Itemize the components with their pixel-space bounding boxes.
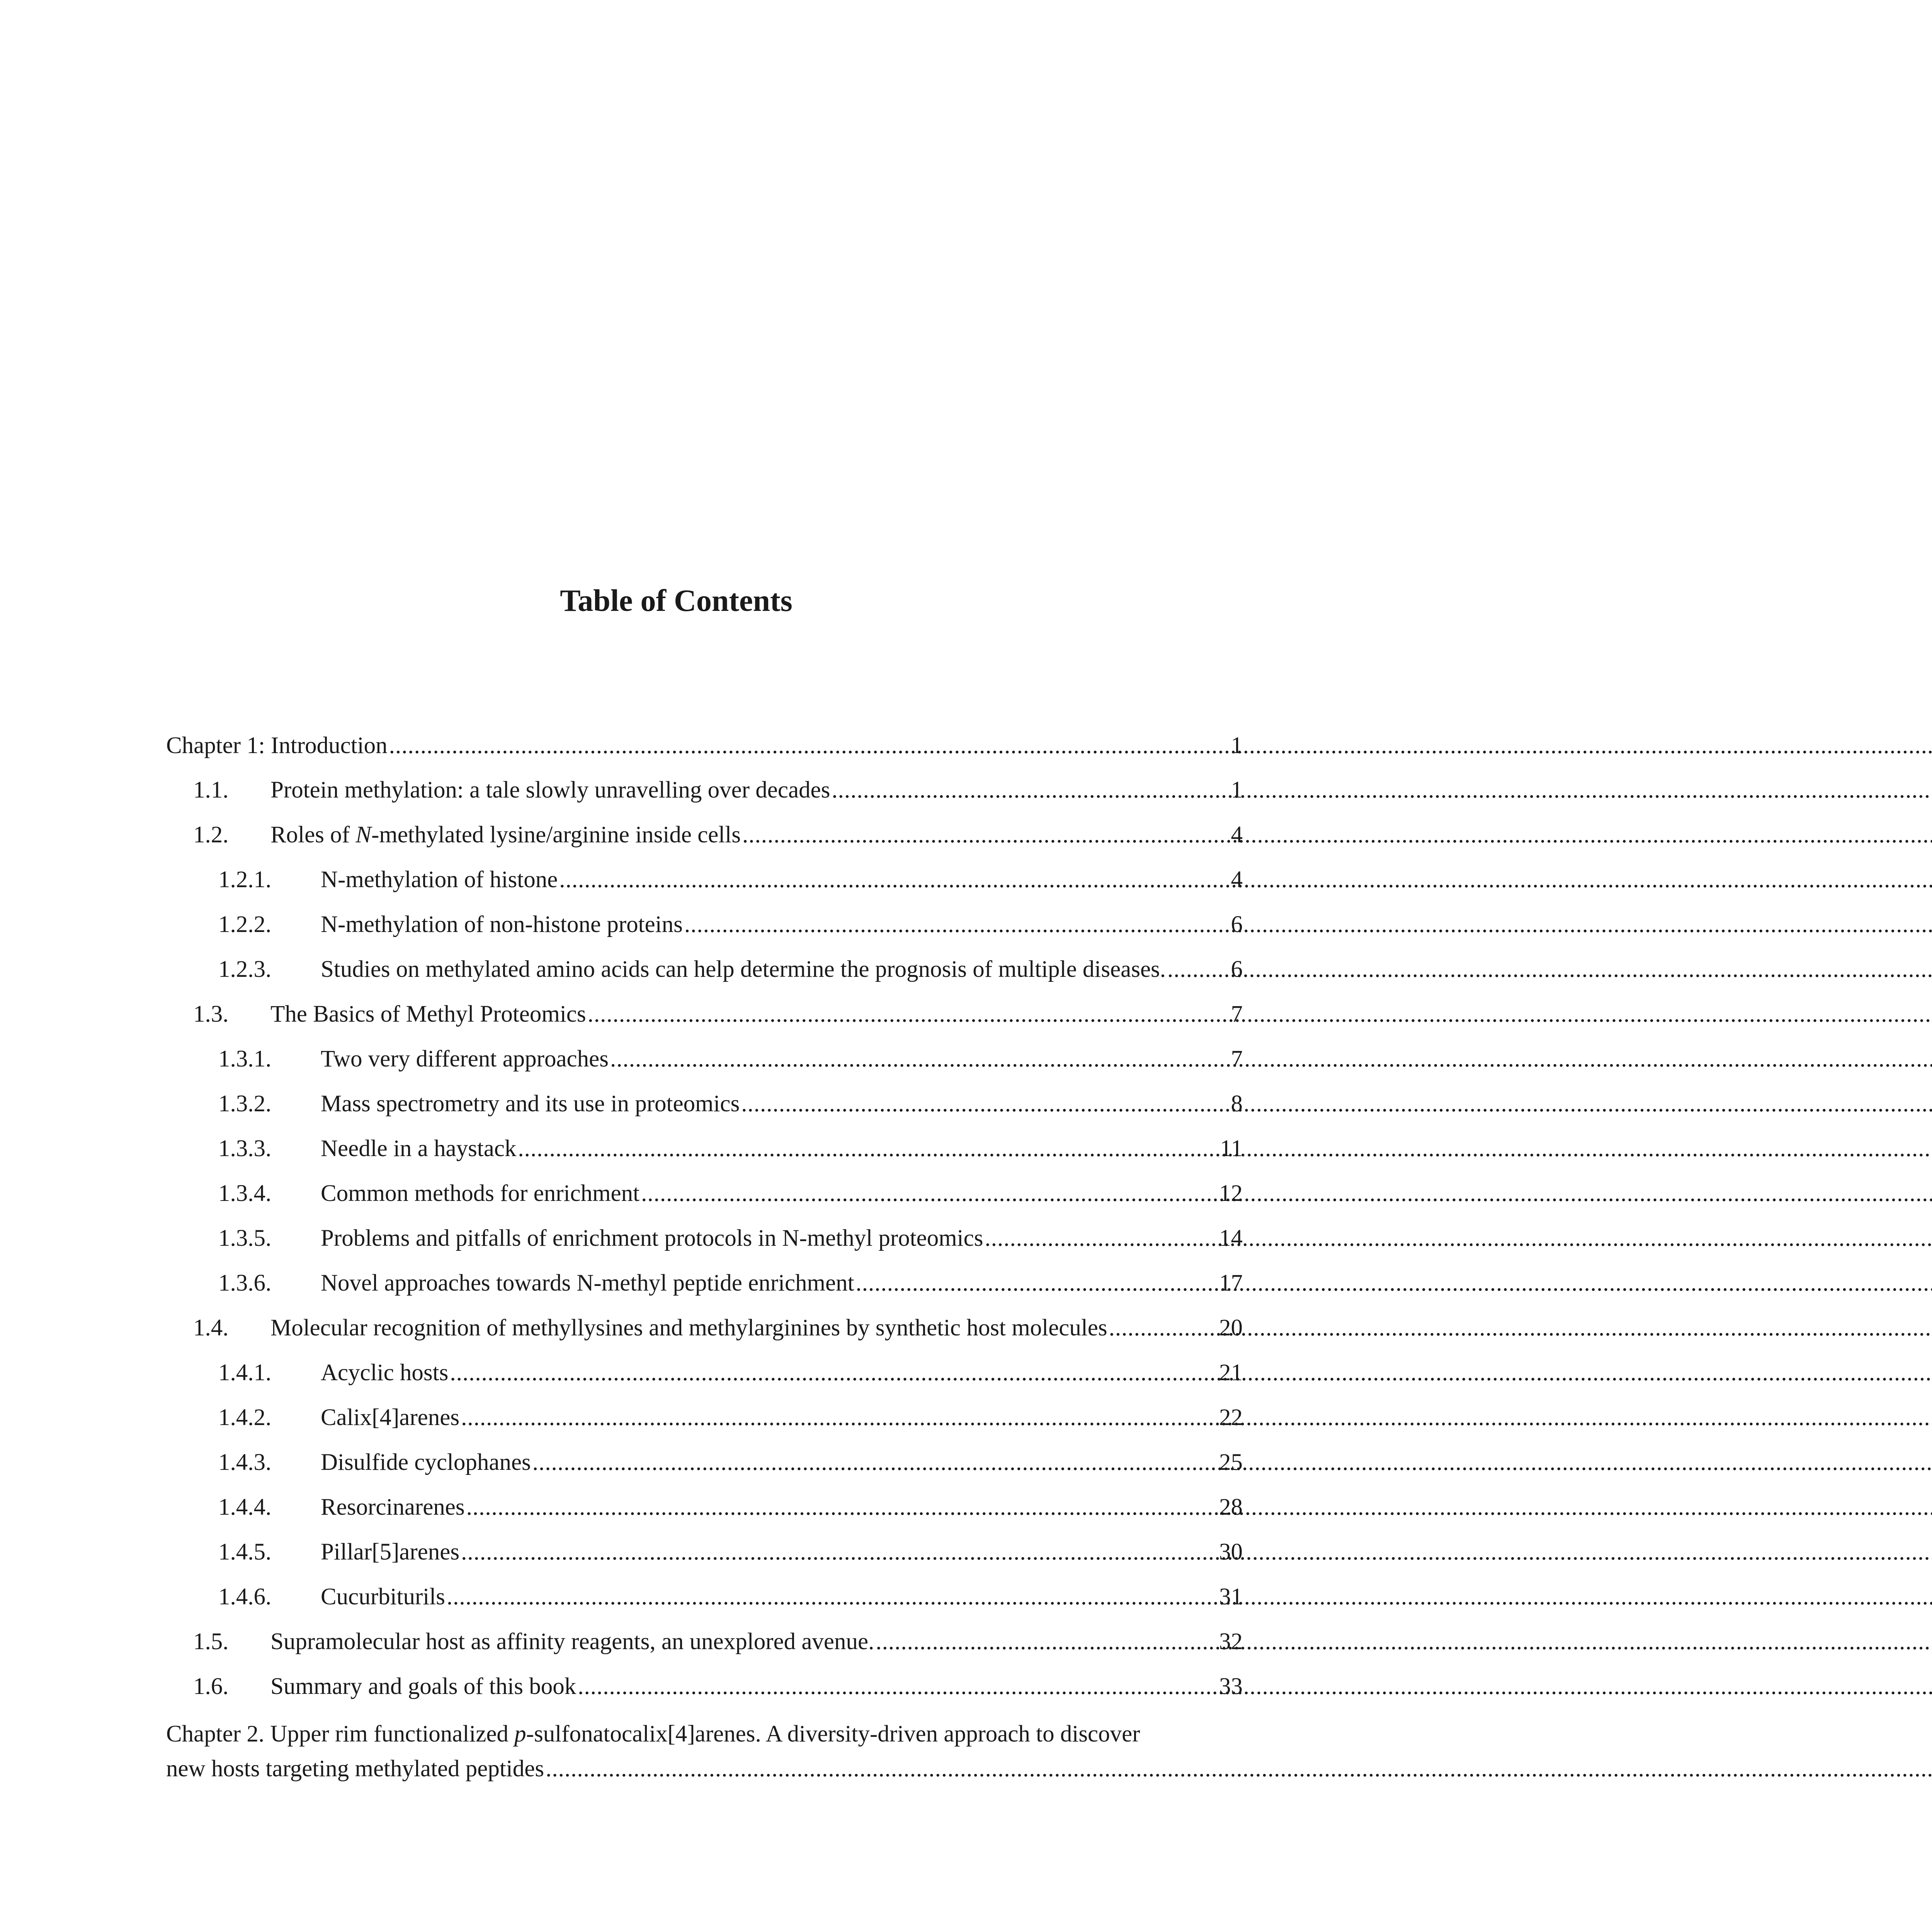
title-italic: N (355, 822, 371, 848)
toc-entry-title (270, 1671, 576, 1702)
toc-entry-title (321, 1223, 983, 1254)
toc-page-number: 14 (1219, 1225, 1243, 1251)
toc-entry-title (270, 775, 830, 806)
toc-entry[interactable] (166, 1492, 1243, 1537)
title-text: Common methods for enrichment (321, 1180, 640, 1206)
toc-page-number: 6 (1231, 956, 1243, 982)
toc-section-number: 1.3.2. (218, 1091, 272, 1117)
title-text: Molecular recognition of methyllysines and methylarginines by synthetic host molecules (270, 1315, 1107, 1341)
toc-entry[interactable] (166, 999, 1243, 1044)
toc-page-number: 4 (1231, 867, 1243, 893)
toc-entry-title (321, 1133, 516, 1164)
toc-entry-title (270, 820, 741, 850)
toc-entry-title (321, 954, 1166, 985)
toc-section-number: 1.3.4. (218, 1180, 272, 1206)
dot-leader (832, 775, 1229, 806)
toc-page-number: 8 (1231, 1091, 1243, 1117)
table-of-contents (166, 730, 1243, 1786)
toc-entry-list (166, 775, 1243, 1716)
toc-page-number: 12 (1219, 1180, 1243, 1206)
toc-section-number: 1.3.5. (218, 1225, 272, 1251)
title-text: Chapter 2. Upper rim functionalized (166, 1721, 515, 1747)
title-text: Pillar[5]arenes (321, 1539, 460, 1565)
dot-leader (588, 999, 1230, 1030)
dot-leader (546, 1752, 1932, 1786)
toc-page-number: 33 (1219, 1673, 1243, 1699)
toc-entry[interactable] (166, 820, 1243, 864)
title-text: Cucurbiturils (321, 1584, 445, 1610)
toc-entry[interactable] (166, 1357, 1243, 1402)
toc-chapter-2[interactable] (166, 1717, 1243, 1786)
toc-page-number: 25 (1219, 1449, 1243, 1475)
dot-leader (450, 1357, 1218, 1388)
title-text: N-methylation of non-histone proteins (321, 912, 683, 937)
title-text: Problems and pitfalls of enrichment protocols in N-methyl proteomics (321, 1225, 983, 1251)
toc-entry-title (321, 1088, 740, 1119)
title-text: Studies on methylated amino acids can help determine the prognosis of multiple diseases. (321, 956, 1166, 982)
dot-leader (641, 1178, 1218, 1209)
title-text: new hosts targeting methylated peptides (166, 1756, 544, 1782)
toc-section-number: 1.3.1. (218, 1046, 272, 1072)
title-text: -methylated lysine/arginine inside cells (371, 822, 741, 848)
toc-entry-title (321, 1447, 531, 1478)
dot-leader (578, 1671, 1218, 1702)
title-text: Roles of (270, 822, 356, 848)
title-text: Needle in a haystack (321, 1136, 517, 1162)
dot-leader (876, 1626, 1218, 1657)
toc-page-number: 7 (1231, 1046, 1243, 1072)
toc-section-number: 1.4.3. (218, 1449, 272, 1475)
toc-entry[interactable] (166, 1044, 1243, 1088)
dot-leader (741, 1088, 1229, 1119)
toc-entry-title (321, 1492, 465, 1523)
toc-section-number: 1.3. (193, 1001, 229, 1027)
toc-entry-title (321, 1268, 854, 1299)
dot-leader (1109, 1313, 1218, 1344)
toc-entry-title (321, 909, 683, 940)
title-text: N-methylation of histone (321, 867, 558, 893)
toc-entry[interactable] (166, 1582, 1243, 1626)
dot-leader (1167, 954, 1229, 985)
toc-section-number: 1.5. (193, 1629, 229, 1655)
title-text: Two very different approaches (321, 1046, 609, 1072)
toc-entry[interactable] (166, 1447, 1243, 1492)
dot-leader (610, 1044, 1230, 1075)
title-text: The Basics of Methyl Proteomics (270, 1001, 586, 1027)
toc-section-number: 1.4. (193, 1315, 229, 1341)
dot-leader (559, 864, 1229, 895)
toc-page-number: 30 (1219, 1539, 1243, 1565)
toc-section-number: 1.4.5. (218, 1539, 272, 1565)
toc-entry-title (270, 1313, 1107, 1344)
dot-leader (856, 1268, 1218, 1299)
title-text: Calix[4]arenes (321, 1405, 460, 1430)
title-text: Summary and goals of this book (270, 1673, 577, 1699)
dot-leader (447, 1582, 1218, 1612)
title-text: Disulfide cyclophanes (321, 1449, 531, 1475)
toc-entry[interactable] (166, 1671, 1243, 1716)
toc-entry[interactable] (166, 1088, 1243, 1133)
toc-entry[interactable] (166, 1133, 1243, 1178)
toc-entry-title: Chapter 1: Introduction (166, 733, 388, 759)
dot-leader (466, 1492, 1218, 1523)
dot-leader (389, 730, 1230, 761)
toc-section-number: 1.6. (193, 1673, 229, 1699)
toc-section-number: 1.3.6. (218, 1270, 272, 1296)
toc-entry[interactable] (166, 1178, 1243, 1223)
toc-entry-title (321, 1357, 448, 1388)
toc-entry-title (270, 1626, 874, 1657)
toc-section-number: 1.2.2. (218, 912, 272, 937)
toc-entry[interactable] (166, 1268, 1243, 1313)
toc-page-number: 21 (1219, 1360, 1243, 1386)
toc-entry[interactable] (166, 1313, 1243, 1357)
dot-leader (742, 820, 1230, 850)
toc-entry[interactable] (166, 864, 1243, 909)
toc-entry-title (321, 1402, 459, 1433)
toc-entry-title (321, 864, 558, 895)
dot-leader (461, 1402, 1218, 1433)
toc-entry[interactable] (166, 775, 1243, 820)
toc-entry[interactable] (166, 1626, 1243, 1671)
toc-section-number: 1.2.3. (218, 956, 272, 982)
toc-chapter-1[interactable] (166, 730, 1243, 775)
toc-page-number: 20 (1219, 1315, 1243, 1341)
toc-page-number: 22 (1219, 1405, 1243, 1430)
toc-page-number: 7 (1231, 1001, 1243, 1027)
toc-section-number: 1.3.3. (218, 1136, 272, 1162)
title-text: Resorcinarenes (321, 1494, 465, 1520)
toc-section-number: 1.4.6. (218, 1584, 272, 1610)
dot-leader (684, 909, 1230, 940)
toc-page-number: 28 (1219, 1494, 1243, 1520)
title-italic: p (514, 1721, 526, 1747)
toc-section-number: 1.4.4. (218, 1494, 272, 1520)
page-title: Table of Contents (560, 584, 793, 618)
toc-section-number: 1.4.1. (218, 1360, 272, 1386)
toc-entry-title (321, 1044, 609, 1075)
toc-entry-title (321, 1582, 445, 1612)
toc-entry[interactable] (166, 1537, 1243, 1582)
title-text: Novel approaches towards N-methyl peptide enrichment (321, 1270, 854, 1296)
toc-section-number: 1.2. (193, 822, 229, 848)
toc-section-number: 1.1. (193, 777, 229, 803)
toc-page-number: 17 (1219, 1270, 1243, 1296)
toc-entry-title-line-2 (166, 1752, 1243, 1786)
dot-leader (518, 1133, 1218, 1164)
dot-leader (461, 1537, 1218, 1568)
toc-entry-title (270, 999, 586, 1030)
toc-page-number: 11 (1220, 1136, 1243, 1162)
toc-page-number: 1 (1231, 777, 1243, 803)
dot-leader (985, 1223, 1218, 1254)
toc-page-number: 4 (1231, 822, 1243, 848)
toc-entry[interactable] (166, 909, 1243, 954)
title-text: Supramolecular host as affinity reagents, an unexplored avenue. (270, 1629, 874, 1655)
toc-entry[interactable] (166, 1402, 1243, 1447)
toc-entry-title (321, 1537, 459, 1568)
toc-entry-title-line-1 (166, 1717, 1243, 1752)
toc-section-number: 1.4.2. (218, 1405, 272, 1430)
toc-section-number: 1.2.1. (218, 867, 272, 893)
title-text: -sulfonatocalix[4]arenes. A diversity-driven approach to discover (526, 1721, 1140, 1747)
title-text: Protein methylation: a tale slowly unravelling over decades (270, 777, 830, 803)
toc-page-number: 32 (1219, 1629, 1243, 1655)
toc-entry[interactable] (166, 1223, 1243, 1268)
toc-entry[interactable] (166, 954, 1243, 999)
toc-entry-title (321, 1178, 639, 1209)
toc-page-number: 6 (1231, 912, 1243, 937)
toc-page-number: 1 (1231, 733, 1243, 759)
toc-page-number: 31 (1219, 1584, 1243, 1610)
title-text: Mass spectrometry and its use in proteomics (321, 1091, 740, 1117)
dot-leader (532, 1447, 1218, 1478)
title-text: Acyclic hosts (321, 1360, 449, 1386)
